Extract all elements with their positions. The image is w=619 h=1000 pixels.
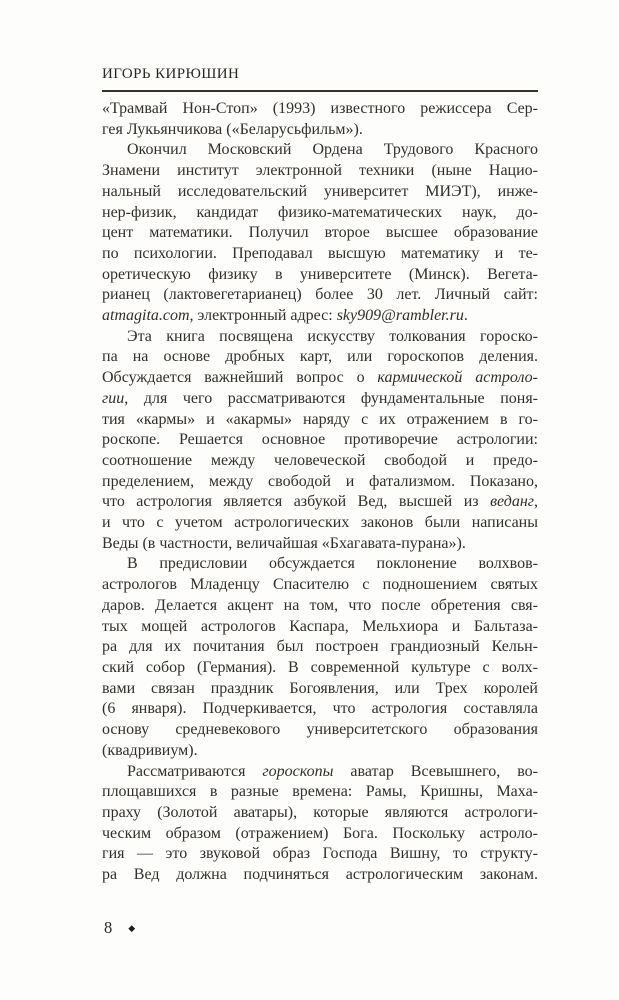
text-line: ра Вед должна подчиняться астрологическим законам. <box>102 866 538 884</box>
text-line: (6 января). Подчеркивается, что астрология составляла <box>102 700 538 718</box>
text-line: ский собор (Германия). В современной культуре с волх- <box>102 658 538 676</box>
text-line: Веды (в частности, величайшая «Бхагавата-пурана»). <box>102 534 466 552</box>
text-line: пределением, между свободой и фатализмом. Показано, <box>102 472 538 490</box>
text-line: праху (Золотой аватары), которые являются астрологи- <box>102 803 538 821</box>
text-line: по психологии. Преподавал высшую математику и те- <box>102 244 538 262</box>
text-line: гея Лукьянчикова («Беларусьфильм»). <box>102 120 363 138</box>
text-line: нер-физик, кандидат физико-математических наук, до- <box>102 203 538 221</box>
text-line: основу средневекового университетского образования <box>102 721 538 739</box>
text-line: вами связан праздник Богоявления, или Трех королей <box>102 679 538 697</box>
text-line: гия — это звуковой образ Господа Вишну, то структу- <box>102 845 538 863</box>
footer <box>104 918 135 938</box>
text-line: В предисловии обсуждается поклонение волхвов- <box>127 555 538 573</box>
page-number: 8 <box>104 918 113 937</box>
text-line: ра для их почитания был построен грандиозный Кельн- <box>102 638 538 656</box>
text-line: тия «кармы» и «акармы» наряду с их отражением в го- <box>102 410 538 428</box>
text-line: что астрология является азбукой Вед, высшей из веданг, <box>102 493 538 511</box>
text-line: Эта книга посвящена искусству толкования гороско- <box>127 327 538 345</box>
text-line: Обсуждается важнейший вопрос о кармической астроло- <box>102 369 538 387</box>
text-line: и что с учетом астрологических законов были написаны <box>102 514 538 532</box>
diamond-icon: ◆ <box>128 923 136 933</box>
running-header: ИГОРЬ КИРЮШИН <box>102 66 240 82</box>
text-line: астрологов Младенцу Спасителю с подношением святых <box>102 576 538 594</box>
text-line: па на основе дробных карт, или гороскопов деления. <box>102 348 538 366</box>
text-line: Рассматриваются гороскопы аватар Всевышнего, во- <box>127 762 538 780</box>
text-line: atmagita.com, электронный адрес: sky909@rambler.ru. <box>102 307 468 325</box>
text-line: даров. Делается акцент на том, что после обретения свя- <box>102 596 538 614</box>
text-line: Окончил Московский Ордена Трудового Красного <box>127 141 538 159</box>
text-line: оретическую физику в университете (Минск). Вегета- <box>102 265 538 283</box>
text-line: «Трамвай Нон-Стоп» (1993) известного режиссера Сер- <box>102 100 538 117</box>
text-line: тых мощей астрологов Каспара, Мельхиора и Бальтаза- <box>102 617 538 635</box>
text-line: гии, для чего рассматриваются фундаментальные поня- <box>102 389 538 407</box>
text-line: цент математики. Получил второе высшее образование <box>102 224 538 242</box>
text-line: площавшихся в разные времена: Рамы, Кришны, Маха- <box>102 783 538 801</box>
text-line: роскопе. Решается основное противоречие астрологии: <box>102 431 538 449</box>
text-line: ческим образом (отражением) Бога. Поскольку астроло- <box>102 824 538 842</box>
text-line: Знамени институт электронной техники (ныне Нацио- <box>102 162 538 180</box>
body-text <box>102 99 538 886</box>
header-rule <box>102 90 538 92</box>
text-line: соотношение между человеческой свободой и предо- <box>102 451 538 469</box>
text-line: нальный исследовательский университет МИЭТ), инже- <box>102 182 538 200</box>
text-line: рианец (лактовегетарианец) более 30 лет. Личный сайт: <box>102 286 538 304</box>
text-line: (квадривиум). <box>102 741 198 759</box>
